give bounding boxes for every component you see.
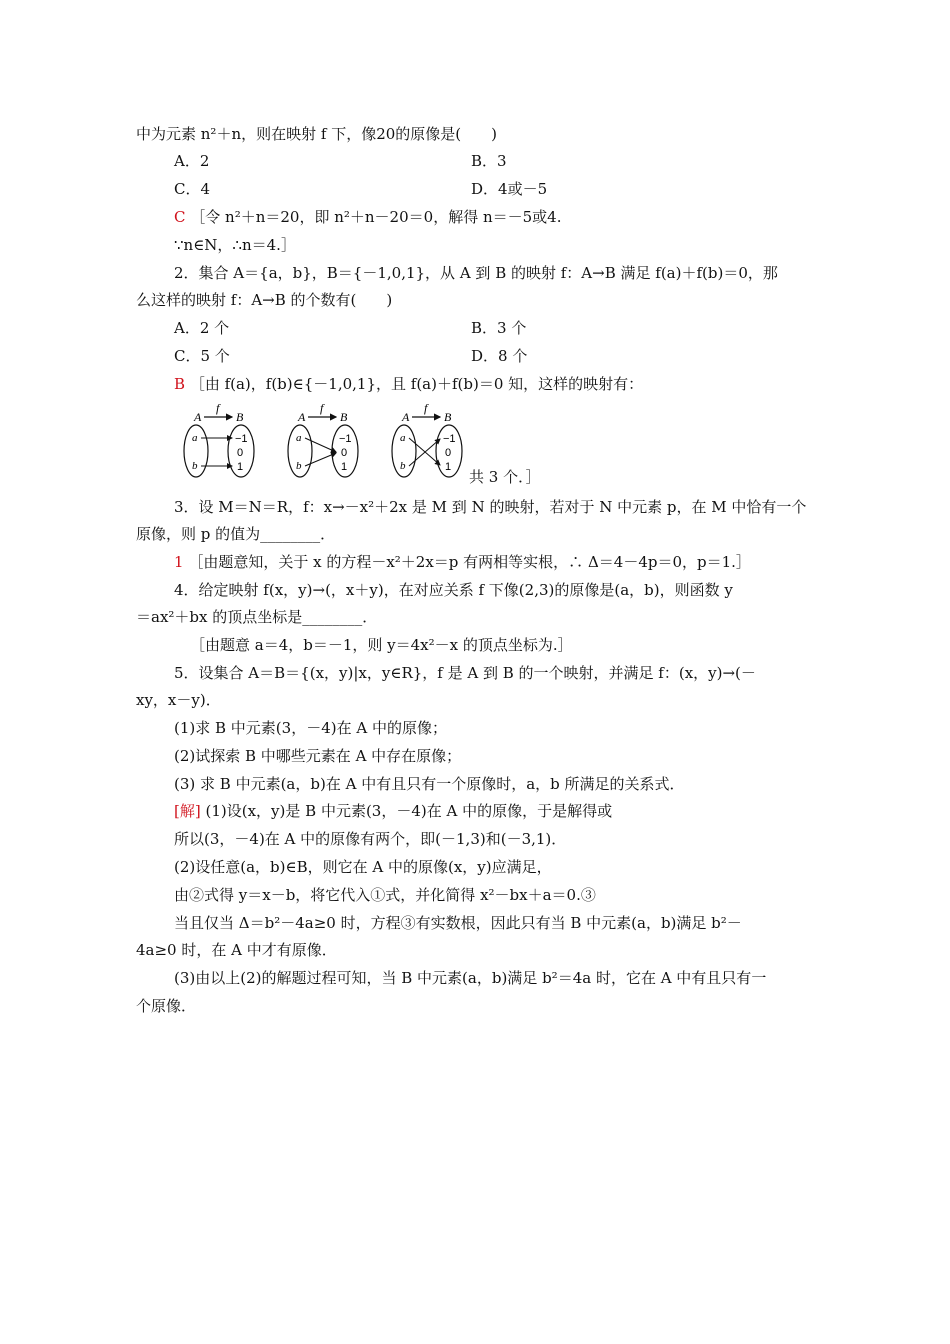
- mapping-diagram-3: [388, 401, 476, 483]
- solution-line-1: [174, 801, 612, 821]
- q3-answer-line: [174, 552, 751, 572]
- svg-text:−1: −1: [339, 433, 352, 445]
- q3-answer-value: 1: [174, 553, 184, 571]
- q5-subquestion-1: (1)求 B 中元素(3，－4)在 A 中的原像；: [174, 719, 447, 737]
- q4-stem-line-1: 4．给定映射 f(x，y)→(，x＋y)，在对应关系 f 下像(2,3)的原像是(a，b)，则函数 y: [174, 581, 733, 599]
- svg-text:f: f: [320, 401, 324, 415]
- solution-line-8: 个原像．: [136, 997, 197, 1015]
- svg-text:1: 1: [341, 461, 348, 473]
- q2-answer-text: ［由 f(a)，f(b)∈{－1,0,1}，且 f(a)＋f(b)＝0 知，这样的映射有：: [189, 375, 644, 393]
- q4-answer-text: ［由题意 a＝4，b＝－1，则 y＝4x²－x 的顶点坐标为.］: [190, 636, 573, 654]
- q1-option-c: C．4: [174, 180, 211, 198]
- q2-option-a: A．2 个: [174, 319, 230, 337]
- solution-label: [解]: [174, 802, 201, 820]
- mapping-diagrams: [180, 401, 480, 483]
- solution-line-7: (3)由以上(2)的解题过程可知，当 B 中元素(a，b)满足 b²＝4a 时，它在 A 中有且只有一: [174, 969, 767, 987]
- q2-answer-line: [174, 374, 643, 394]
- q1-option-a: A．2: [174, 152, 210, 170]
- solution-line-6: 4a≥0 时，在 A 中才有原像．: [136, 941, 337, 959]
- q3-stem-line-1: 3．设 M＝N＝R，f：x→－x²＋2x 是 M 到 N 的映射，若对于 N 中元素 p，在 M 中恰有一个: [174, 498, 807, 516]
- solution-line-2: 所以(3，－4)在 A 中的原像有两个，即(－1,3)和(－3,1)．: [174, 830, 567, 848]
- svg-text:−1: −1: [443, 433, 456, 445]
- q2-answer-letter: B: [174, 375, 186, 393]
- solution-line-5: 当且仅当 Δ＝b²－4a≥0 时，方程③有实数根，因此只有当 B 中元素(a，b)满足 b²－: [174, 914, 742, 932]
- solution-line-3: (2)设任意(a，b)∈B，则它在 A 中的原像(x，y)应满足，: [174, 858, 552, 876]
- solution-line-4: 由②式得 y＝x－b，将它代入①式，并化简得 x²－bx＋a＝0.③: [174, 886, 596, 904]
- q2-answer-tail: 共 3 个．］: [469, 468, 541, 486]
- svg-text:0: 0: [341, 447, 348, 459]
- map-label: f: [216, 401, 220, 415]
- q2-option-c: C．5 个: [174, 347, 230, 365]
- q4-stem-line-2: ＝ax²＋bx 的顶点坐标是________．: [136, 608, 378, 626]
- mapping-diagram-1: [180, 401, 268, 483]
- svg-text:1: 1: [445, 461, 452, 473]
- svg-text:a: a: [296, 432, 302, 444]
- continued-question-line: 中为元素 n²＋n，则在映射 f 下，像20的原像是( ): [136, 125, 497, 143]
- svg-text:1: 1: [237, 461, 244, 473]
- solution-text-1: (1)设(x，y)是 B 中元素(3，－4)在 A 中的原像，于是解得或: [205, 802, 613, 820]
- svg-text:A: A: [298, 410, 306, 424]
- svg-text:−1: −1: [235, 433, 248, 445]
- svg-text:b: b: [400, 460, 406, 472]
- svg-text:b: b: [296, 460, 302, 472]
- q1-answer-text: ［令 n²＋n＝20，即 n²＋n－20＝0，解得 n＝－5或4.: [190, 208, 562, 226]
- set-a-label: A: [194, 410, 202, 424]
- set-b-label: B: [236, 410, 244, 424]
- svg-text:A: A: [402, 410, 410, 424]
- q1-answer-text-2: ∵n∈N，∴n＝4.］: [174, 236, 296, 254]
- svg-text:f: f: [424, 401, 428, 415]
- q1-answer-letter: C: [174, 208, 186, 226]
- q2-option-d: D．8 个: [471, 347, 528, 365]
- q1-option-b: B．3: [471, 152, 507, 170]
- svg-text:B: B: [340, 410, 348, 424]
- q3-stem-line-2: 原像，则 p 的值为________．: [136, 525, 336, 543]
- svg-text:b: b: [192, 460, 198, 472]
- mapping-diagram-2: [284, 401, 372, 483]
- q5-stem-line-1: 5．设集合 A＝B＝{(x，y)|x，y∈R}，f 是 A 到 B 的一个映射，并满足 f：(x，y)→(－: [174, 664, 756, 682]
- q5-subquestion-2: (2)试探索 B 中哪些元素在 A 中存在原像；: [174, 747, 462, 765]
- q1-answer-line: [174, 207, 561, 227]
- q2-option-b: B．3 个: [471, 319, 527, 337]
- q5-stem-line-2: xy，x－y)．: [136, 691, 221, 709]
- svg-text:a: a: [192, 432, 198, 444]
- q3-answer-text: ［由题意知，关于 x 的方程－x²＋2x＝p 有两相等实根，∴ Δ＝4－4p＝0，p＝1.］: [188, 553, 751, 571]
- svg-text:B: B: [444, 410, 452, 424]
- q5-subquestion-3: (3) 求 B 中元素(a，b)在 A 中有且只有一个原像时，a，b 所满足的关系式．: [174, 775, 685, 793]
- svg-text:0: 0: [237, 447, 244, 459]
- svg-text:0: 0: [445, 447, 452, 459]
- svg-text:a: a: [400, 432, 406, 444]
- q2-stem-line-1: 2．集合 A＝{a，b}，B＝{－1,0,1}，从 A 到 B 的映射 f：A→B 满足 f(a)＋f(b)＝0，那: [174, 264, 778, 282]
- q1-option-d: D．4或－5: [471, 180, 548, 198]
- q2-stem-line-2: 么这样的映射 f：A→B 的个数有( ): [136, 291, 393, 309]
